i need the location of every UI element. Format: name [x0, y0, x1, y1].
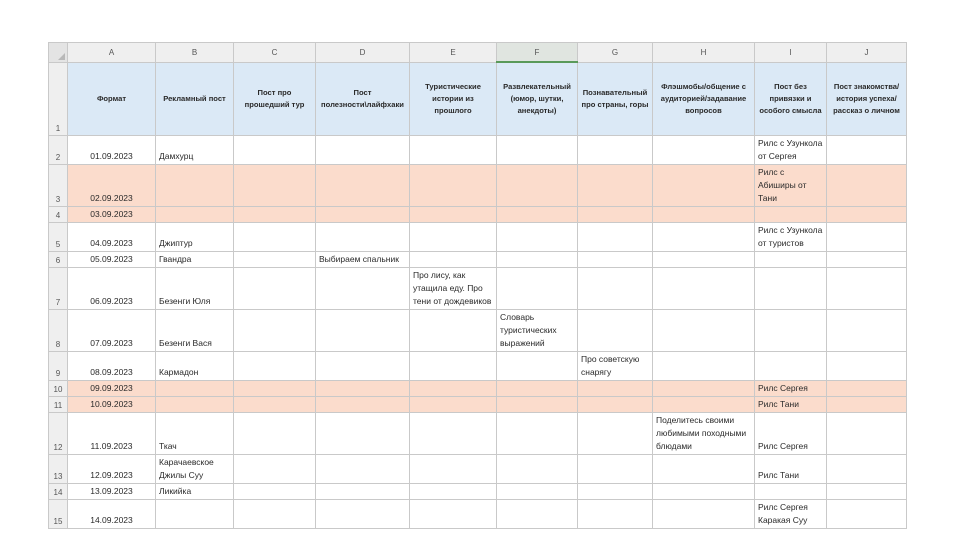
table-cell[interactable] — [755, 251, 827, 267]
table-cell[interactable] — [827, 499, 907, 528]
table-cell[interactable] — [827, 454, 907, 483]
table-cell[interactable] — [410, 454, 497, 483]
table-cell[interactable] — [578, 164, 653, 206]
table-cell[interactable]: Выбираем спальник — [316, 251, 410, 267]
table-cell[interactable]: Рилс Сергея — [755, 412, 827, 454]
row-number[interactable]: 13 — [49, 454, 68, 483]
table-cell[interactable] — [497, 222, 578, 251]
select-all-corner[interactable] — [49, 43, 68, 63]
table-cell[interactable] — [410, 309, 497, 351]
table-cell[interactable] — [316, 135, 410, 164]
table-cell[interactable] — [578, 222, 653, 251]
table-cell[interactable]: Безенги Вася — [156, 309, 234, 351]
table-cell[interactable] — [156, 206, 234, 222]
header-cell[interactable]: Пост полезности\лайфхаки — [316, 62, 410, 135]
table-row — [49, 380, 907, 396]
table-cell[interactable] — [234, 251, 316, 267]
table-row — [49, 351, 907, 380]
table-cell[interactable] — [316, 412, 410, 454]
table-cell[interactable] — [653, 251, 755, 267]
table-cell[interactable]: Дамхурц — [156, 135, 234, 164]
column-header-e[interactable]: E — [410, 43, 497, 63]
row-number[interactable]: 8 — [49, 309, 68, 351]
table-cell[interactable] — [827, 309, 907, 351]
table-cell[interactable] — [653, 351, 755, 380]
table-cell[interactable] — [653, 164, 755, 206]
table-cell[interactable] — [578, 483, 653, 499]
table-cell[interactable] — [497, 380, 578, 396]
table-cell[interactable]: Рилс с Абиширы от Тани — [755, 164, 827, 206]
table-cell[interactable] — [497, 267, 578, 309]
table-cell[interactable] — [653, 222, 755, 251]
table-cell[interactable] — [578, 454, 653, 483]
table-cell[interactable] — [497, 164, 578, 206]
table-cell[interactable] — [234, 267, 316, 309]
table-cell[interactable] — [578, 251, 653, 267]
spreadsheet-grid — [48, 42, 907, 529]
table-row — [49, 267, 907, 309]
table-cell[interactable] — [827, 164, 907, 206]
table-row — [49, 396, 907, 412]
table-cell[interactable] — [410, 412, 497, 454]
table-cell[interactable] — [827, 267, 907, 309]
table-row — [49, 164, 907, 206]
table-cell[interactable] — [410, 222, 497, 251]
table-cell[interactable] — [316, 483, 410, 499]
row-number[interactable]: 4 — [49, 206, 68, 222]
table-cell[interactable] — [234, 396, 316, 412]
table-cell[interactable] — [410, 351, 497, 380]
row-number[interactable]: 11 — [49, 396, 68, 412]
table-cell[interactable]: Рилс с Узункола от туристов — [755, 222, 827, 251]
table-cell[interactable] — [497, 499, 578, 528]
table-row — [49, 222, 907, 251]
table-cell[interactable] — [316, 454, 410, 483]
table-row — [49, 309, 907, 351]
table-cell[interactable] — [497, 396, 578, 412]
table-cell[interactable]: Гвандра — [156, 251, 234, 267]
row-number[interactable]: 14 — [49, 483, 68, 499]
table-cell[interactable] — [755, 206, 827, 222]
date-cell[interactable]: 07.09.2023 — [68, 309, 156, 351]
table-cell[interactable] — [578, 396, 653, 412]
table-cell[interactable] — [578, 380, 653, 396]
table-cell[interactable] — [234, 135, 316, 164]
table-cell[interactable] — [653, 309, 755, 351]
row-number[interactable]: 2 — [49, 135, 68, 164]
row-number[interactable]: 6 — [49, 251, 68, 267]
table-cell[interactable] — [410, 499, 497, 528]
table-row — [49, 454, 907, 483]
date-cell[interactable]: 14.09.2023 — [68, 499, 156, 528]
date-cell[interactable]: 10.09.2023 — [68, 396, 156, 412]
table-cell[interactable] — [755, 309, 827, 351]
column-header-j[interactable]: J — [827, 43, 907, 63]
column-header-f[interactable]: F — [497, 43, 578, 63]
header-cell[interactable]: Туристические истории из прошлого — [410, 62, 497, 135]
table-cell[interactable]: Карачаевское Джилы Суу — [156, 454, 234, 483]
table-cell[interactable] — [497, 412, 578, 454]
table-cell[interactable] — [827, 351, 907, 380]
table-cell[interactable] — [410, 251, 497, 267]
table-cell[interactable] — [578, 267, 653, 309]
table-cell[interactable]: Ликийка — [156, 483, 234, 499]
table-row — [49, 251, 907, 267]
table-cell[interactable] — [316, 396, 410, 412]
table-cell[interactable] — [234, 206, 316, 222]
header-cell[interactable]: Познавательный про страны, горы — [578, 62, 653, 135]
table-row — [49, 135, 907, 164]
header-cell[interactable]: Пост без привязки и особого смысла — [755, 62, 827, 135]
table-cell[interactable] — [827, 135, 907, 164]
table-cell[interactable] — [316, 222, 410, 251]
table-cell[interactable]: Джиптур — [156, 222, 234, 251]
column-header-a[interactable]: A — [68, 43, 156, 63]
table-cell[interactable] — [827, 251, 907, 267]
table-cell[interactable] — [234, 351, 316, 380]
row-number[interactable]: 3 — [49, 164, 68, 206]
date-cell[interactable]: 12.09.2023 — [68, 454, 156, 483]
row-number[interactable]: 7 — [49, 267, 68, 309]
table-cell[interactable]: Безенги Юля — [156, 267, 234, 309]
table-row — [49, 206, 907, 222]
table-cell[interactable]: Кармадон — [156, 351, 234, 380]
column-header-g[interactable]: G — [578, 43, 653, 63]
table-cell[interactable] — [827, 206, 907, 222]
row-number[interactable]: 9 — [49, 351, 68, 380]
table-cell[interactable] — [653, 206, 755, 222]
header-cell[interactable]: Пост про прошедший тур — [234, 62, 316, 135]
table-cell[interactable] — [234, 499, 316, 528]
table-cell[interactable] — [234, 309, 316, 351]
table-cell[interactable]: Рилс Сергея — [755, 380, 827, 396]
table-cell[interactable]: Поделитесь своими любимыми походными блюдами — [653, 412, 755, 454]
header-cell[interactable]: Формат — [68, 62, 156, 135]
table-cell[interactable] — [234, 483, 316, 499]
header-row — [49, 62, 907, 135]
table-cell[interactable] — [497, 206, 578, 222]
date-cell[interactable]: 01.09.2023 — [68, 135, 156, 164]
table-cell[interactable] — [316, 267, 410, 309]
table-row — [49, 412, 907, 454]
table-cell[interactable] — [316, 380, 410, 396]
table-cell[interactable] — [827, 396, 907, 412]
column-header-d[interactable]: D — [316, 43, 410, 63]
table-cell[interactable] — [827, 380, 907, 396]
row-number[interactable]: 12 — [49, 412, 68, 454]
row-number[interactable]: 5 — [49, 222, 68, 251]
table-cell[interactable] — [410, 483, 497, 499]
table-cell[interactable] — [497, 351, 578, 380]
table-cell[interactable]: Словарь туристических выражений — [497, 309, 578, 351]
date-cell[interactable]: 08.09.2023 — [68, 351, 156, 380]
table-cell[interactable] — [410, 396, 497, 412]
column-header-i[interactable]: I — [755, 43, 827, 63]
column-header-h[interactable]: H — [653, 43, 755, 63]
table-cell[interactable] — [578, 499, 653, 528]
table-cell[interactable] — [755, 267, 827, 309]
header-cell[interactable]: Рекламный пост — [156, 62, 234, 135]
table-cell[interactable]: Рилс Сергея Каракая Суу — [755, 499, 827, 528]
table-cell[interactable] — [653, 499, 755, 528]
table-cell[interactable] — [316, 351, 410, 380]
table-cell[interactable] — [827, 412, 907, 454]
table-cell[interactable] — [653, 267, 755, 309]
table-cell[interactable] — [497, 251, 578, 267]
table-cell[interactable]: Рилс с Узункола от Сергея — [755, 135, 827, 164]
table-cell[interactable] — [653, 483, 755, 499]
table-cell[interactable]: Про лису, как утащила еду. Про тени от дождевиков — [410, 267, 497, 309]
header-cell[interactable]: Пост знакомства/история успеха/рассказ о личном — [827, 62, 907, 135]
row-number[interactable]: 15 — [49, 499, 68, 528]
table-cell[interactable] — [410, 135, 497, 164]
table-cell[interactable] — [316, 309, 410, 351]
table-cell[interactable] — [234, 454, 316, 483]
table-cell[interactable] — [156, 380, 234, 396]
table-cell[interactable] — [410, 380, 497, 396]
table-row — [49, 499, 907, 528]
date-cell[interactable]: 03.09.2023 — [68, 206, 156, 222]
table-cell[interactable] — [653, 396, 755, 412]
table-row — [49, 483, 907, 499]
column-header-b[interactable]: B — [156, 43, 234, 63]
table-cell[interactable] — [156, 164, 234, 206]
table-cell[interactable] — [578, 412, 653, 454]
table-cell[interactable] — [156, 396, 234, 412]
table-cell[interactable]: Рилс Тани — [755, 396, 827, 412]
table-cell[interactable] — [316, 499, 410, 528]
table-cell[interactable] — [755, 483, 827, 499]
table-cell[interactable] — [410, 164, 497, 206]
header-cell[interactable]: Развлекательный (юмор, шутки, анекдоты) — [497, 62, 578, 135]
table-cell[interactable] — [316, 164, 410, 206]
table-cell[interactable] — [578, 309, 653, 351]
table-cell[interactable] — [234, 164, 316, 206]
date-cell[interactable]: 09.09.2023 — [68, 380, 156, 396]
table-cell[interactable] — [827, 483, 907, 499]
table-cell[interactable] — [578, 135, 653, 164]
table-cell[interactable] — [653, 135, 755, 164]
table-cell[interactable] — [497, 454, 578, 483]
table-cell[interactable] — [410, 206, 497, 222]
date-cell[interactable]: 05.09.2023 — [68, 251, 156, 267]
date-cell[interactable]: 06.09.2023 — [68, 267, 156, 309]
date-cell[interactable]: 11.09.2023 — [68, 412, 156, 454]
table-cell[interactable] — [497, 135, 578, 164]
table-cell[interactable]: Про советскую снарягу — [578, 351, 653, 380]
row-number[interactable]: 1 — [49, 62, 68, 135]
column-header-c[interactable]: C — [234, 43, 316, 63]
table-cell[interactable] — [234, 380, 316, 396]
column-header-row — [49, 43, 907, 63]
table-cell[interactable] — [653, 380, 755, 396]
table-cell[interactable] — [827, 222, 907, 251]
date-cell[interactable]: 13.09.2023 — [68, 483, 156, 499]
table-cell[interactable]: Рилс Тани — [755, 454, 827, 483]
table-cell[interactable] — [755, 351, 827, 380]
row-number[interactable]: 10 — [49, 380, 68, 396]
table-cell[interactable] — [234, 412, 316, 454]
table-cell[interactable]: Ткач — [156, 412, 234, 454]
date-cell[interactable]: 02.09.2023 — [68, 164, 156, 206]
header-cell[interactable]: Флэшмобы/общение с аудиторией/задавание вопросов — [653, 62, 755, 135]
table-cell[interactable] — [234, 222, 316, 251]
table-cell[interactable] — [316, 206, 410, 222]
table-cell[interactable] — [578, 206, 653, 222]
table-cell[interactable] — [497, 483, 578, 499]
table-cell[interactable] — [653, 454, 755, 483]
table-cell[interactable] — [156, 499, 234, 528]
date-cell[interactable]: 04.09.2023 — [68, 222, 156, 251]
